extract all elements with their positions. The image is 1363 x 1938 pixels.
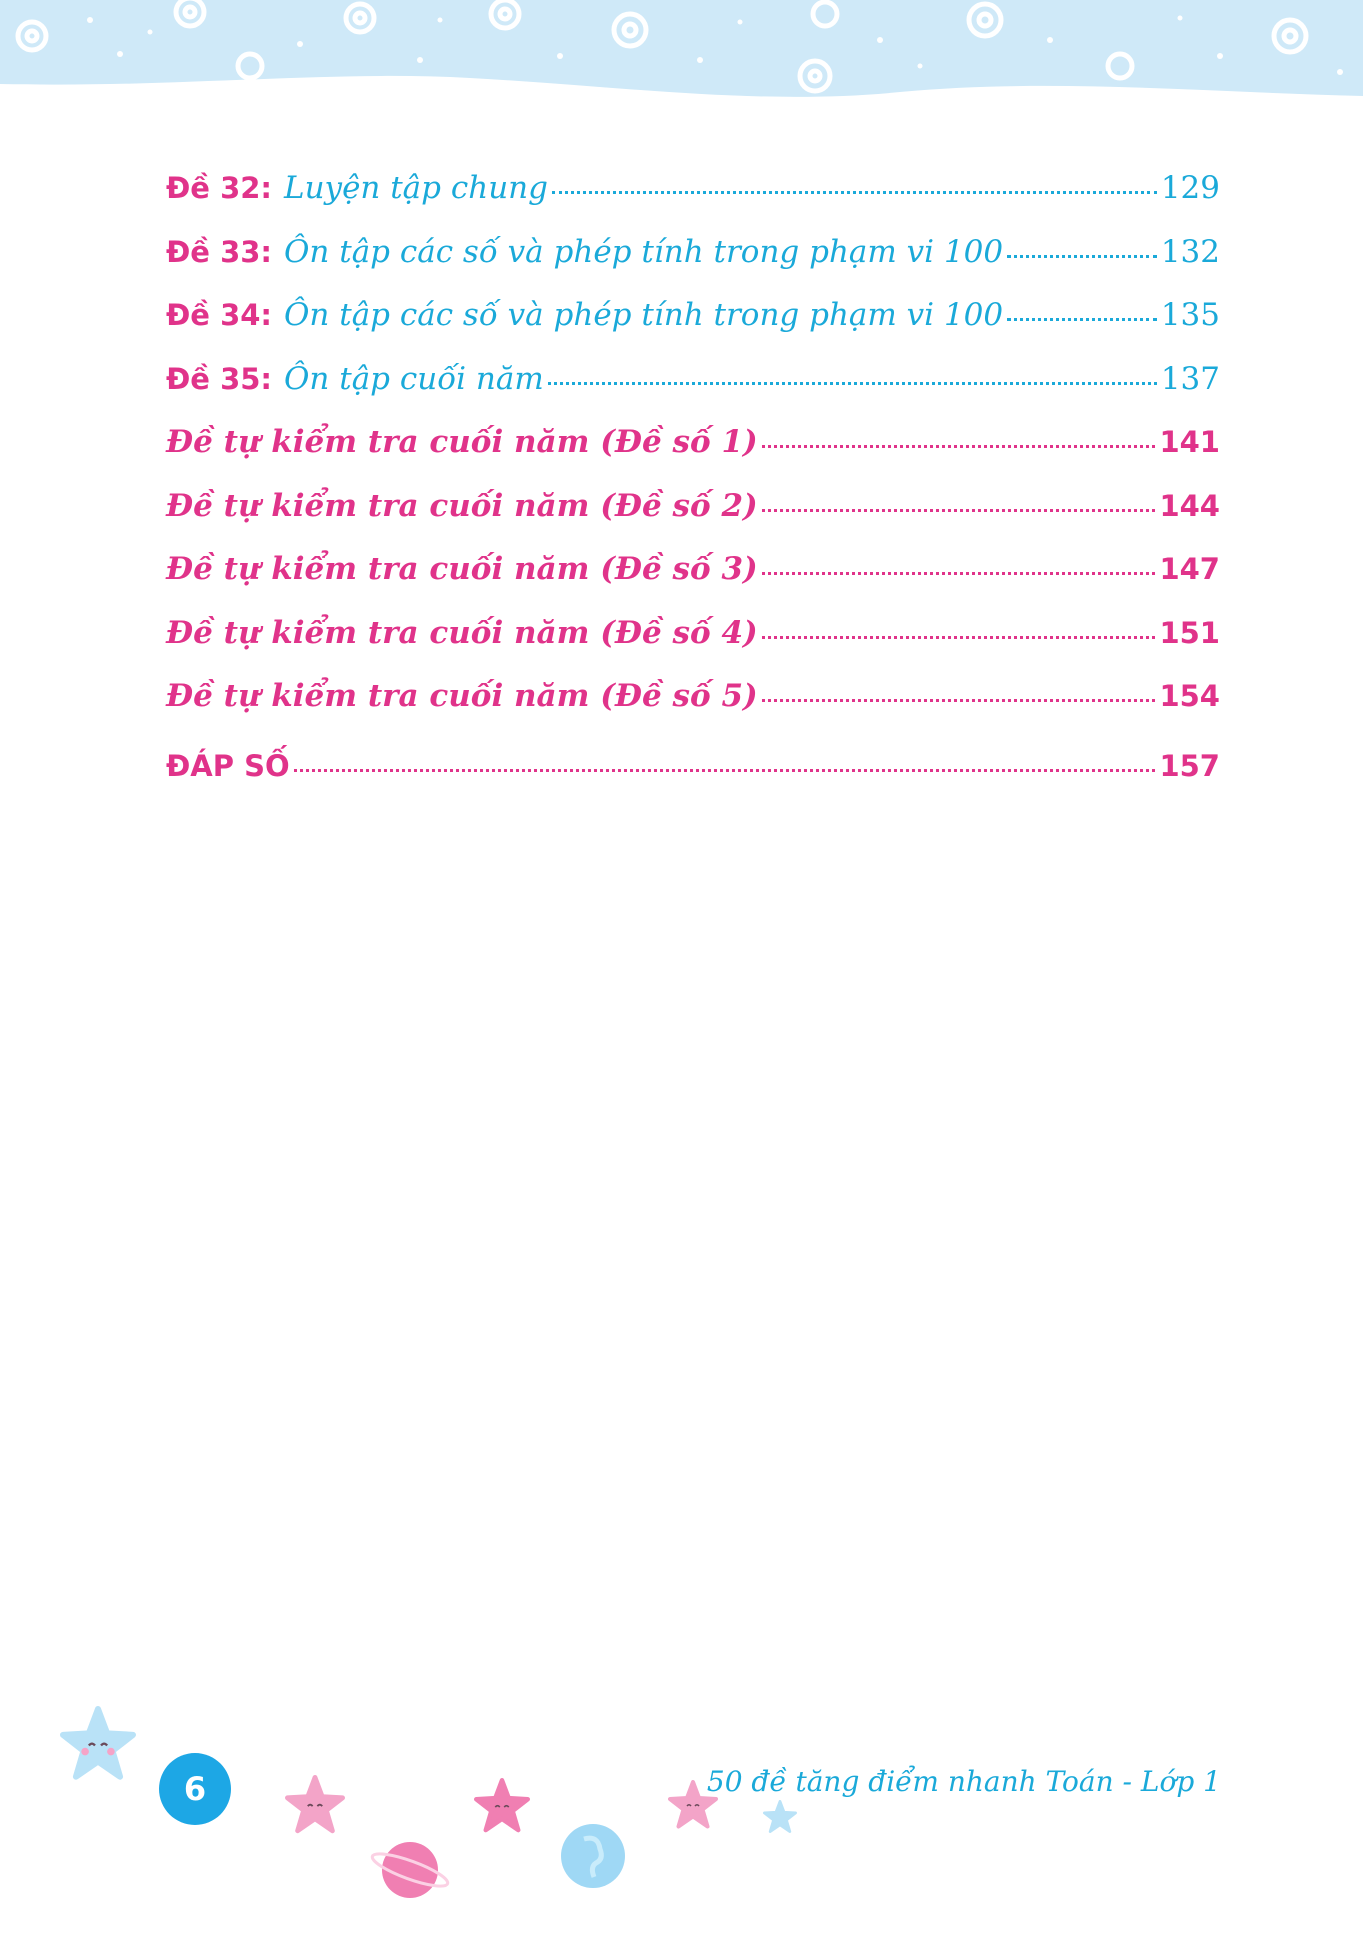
toc-title: Đề tự kiểm tra cuối năm (Đề số 1) — [166, 424, 758, 460]
toc-title: ĐÁP SỐ — [166, 748, 290, 783]
toc-row[interactable] — [166, 359, 1220, 423]
star-icon — [474, 1778, 530, 1834]
globe-icon — [560, 1823, 626, 1889]
toc-exam-number: Đề 35: — [166, 361, 273, 396]
toc-page-number: 157 — [1159, 748, 1220, 783]
toc-page-number: 137 — [1160, 360, 1220, 397]
toc-row[interactable] — [166, 676, 1220, 740]
toc-exam-number: Đề 32: — [166, 171, 273, 205]
toc-dot-leader — [762, 571, 1156, 575]
toc-page-number: 154 — [1159, 679, 1220, 713]
toc-title: Ôn tập các số và phép tính trong phạm vi 100 — [284, 233, 1004, 270]
star-icon — [763, 1800, 797, 1834]
toc-title: Ôn tập các số và phép tính trong phạm vi 100 — [284, 297, 1004, 333]
toc-dot-leader — [294, 768, 1156, 772]
toc-page-number: 147 — [1159, 552, 1220, 586]
toc-row-answers[interactable] — [166, 746, 1220, 810]
star-icon — [60, 1706, 136, 1782]
planet-icon — [370, 1838, 450, 1902]
toc-row[interactable] — [166, 549, 1220, 613]
toc-title: Đề tự kiểm tra cuối năm (Đề số 5) — [166, 678, 758, 714]
toc-row[interactable] — [166, 295, 1220, 359]
toc-row[interactable] — [166, 613, 1220, 677]
toc-page-number: 141 — [1159, 425, 1220, 459]
toc-dot-leader — [552, 190, 1157, 194]
toc-dot-leader — [762, 508, 1156, 512]
toc-dot-leader — [762, 444, 1156, 448]
toc-row[interactable] — [166, 232, 1220, 296]
toc-row[interactable] — [166, 422, 1220, 486]
header-pattern-band — [0, 0, 1363, 120]
toc-exam-number: Đề 33: — [166, 234, 273, 269]
toc-title: Đề tự kiểm tra cuối năm (Đề số 2) — [166, 487, 758, 524]
toc-row[interactable] — [166, 168, 1220, 232]
toc-dot-leader — [762, 635, 1156, 639]
star-icon — [285, 1775, 345, 1835]
book-title: 50 đề tăng điểm nhanh Toán - Lớp 1 — [706, 1765, 1221, 1798]
toc-page-number: 132 — [1160, 233, 1220, 270]
toc-page-number: 129 — [1160, 170, 1220, 206]
toc-page-number: 151 — [1159, 615, 1220, 650]
table-of-contents — [166, 168, 1220, 809]
toc-title: Ôn tập cuối năm — [284, 360, 544, 397]
toc-title: Đề tự kiểm tra cuối năm (Đề số 4) — [166, 614, 758, 651]
toc-dot-leader — [1007, 254, 1157, 258]
toc-exam-number: Đề 34: — [166, 298, 273, 332]
toc-dot-leader — [548, 381, 1157, 385]
toc-title: Đề tự kiểm tra cuối năm (Đề số 3) — [166, 551, 758, 587]
toc-dot-leader — [762, 698, 1156, 702]
toc-title: Luyện tập chung — [284, 170, 548, 206]
toc-page-number: 144 — [1159, 488, 1220, 523]
toc-row[interactable] — [166, 486, 1220, 550]
toc-page-number: 135 — [1160, 297, 1220, 333]
toc-dot-leader — [1007, 317, 1157, 321]
page-number-badge: 6 — [159, 1753, 231, 1825]
